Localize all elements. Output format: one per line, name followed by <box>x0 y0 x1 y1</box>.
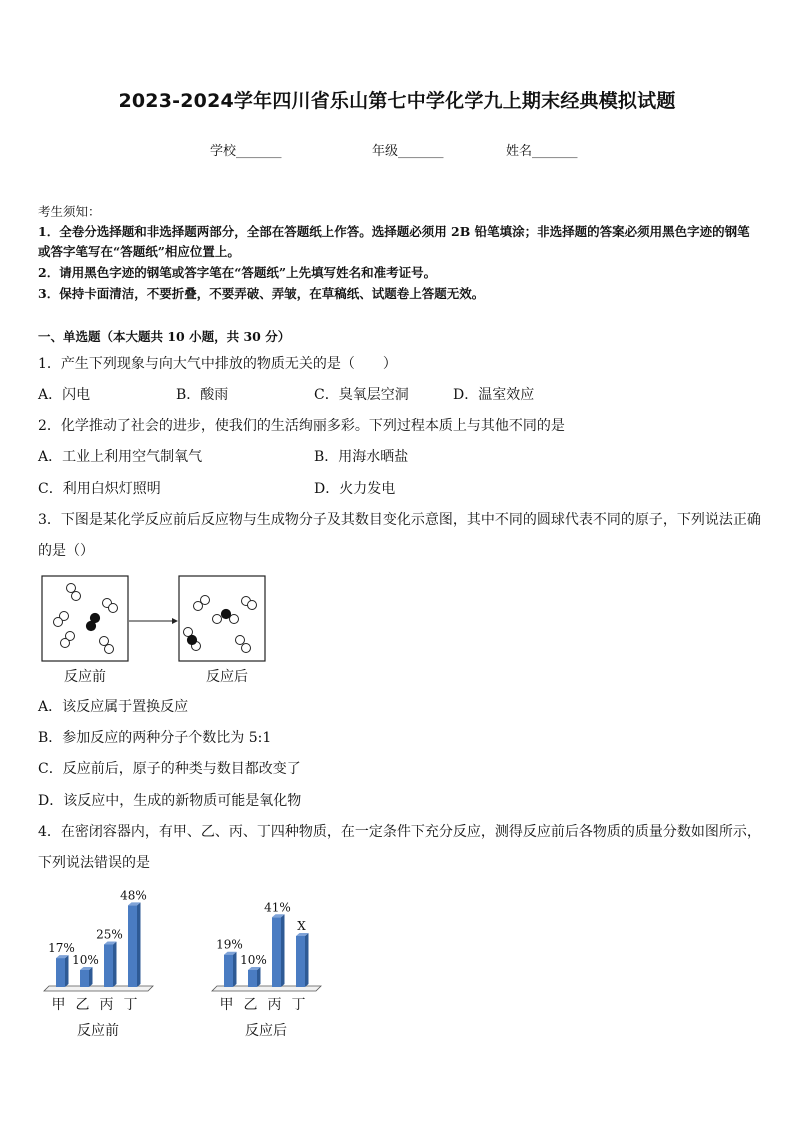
notice-heading: 考生须知： <box>38 204 101 219</box>
reaction-arrow <box>129 618 178 624</box>
bar <box>224 955 233 987</box>
category-label: 甲 <box>219 997 234 1013</box>
before-label: 反应前 <box>64 669 106 685</box>
category-label: 乙 <box>243 997 258 1013</box>
q1-option-b: B．酸雨 <box>176 387 229 403</box>
category-label: 丙 <box>267 997 282 1013</box>
bar <box>104 945 113 988</box>
mass-fraction-charts <box>36 876 336 1051</box>
q1-stem: 1．产生下列现象与向大气中排放的物质无关的是（ ） <box>38 356 397 372</box>
q4-stem-line2: 下列说法错误的是 <box>38 855 150 871</box>
category-label: 丁 <box>123 997 138 1013</box>
bar-side <box>233 952 237 987</box>
q2-option-c: C．利用白炽灯照明 <box>38 481 161 497</box>
bar <box>56 958 65 987</box>
notice-item-1: 1．全卷分选择题和非选择题两部分，全部在答题纸上作答。选择题必须用 2B 铅笔填涂；非选择题的答案必须用黑色字迹的钢笔或答字笔写在“答题纸”相应位置上。 <box>38 224 750 259</box>
school-field: 学校_______ <box>210 144 282 159</box>
bar <box>272 917 281 987</box>
bar-side <box>281 914 285 987</box>
q2-option-a: A．工业上利用空气制氧气 <box>38 449 203 465</box>
q1-option-d: D．温室效应 <box>453 387 535 403</box>
section-heading: 一、单选题（本大题共 10 小题，共 30 分） <box>38 329 291 344</box>
bar-side <box>137 902 141 987</box>
bar-value-label: 41% <box>264 900 291 915</box>
q3-stem-line2: 的是（） <box>38 543 94 559</box>
bar-side <box>257 967 261 987</box>
chart-title: 反应后 <box>245 1023 287 1039</box>
q3-option-b: B．参加反应的两种分子个数比为 5:1 <box>38 730 272 746</box>
q3-option-c: C．反应前后，原子的种类与数目都改变了 <box>38 761 301 777</box>
bar <box>128 905 137 987</box>
q1-option-a: A．闪电 <box>38 387 91 403</box>
bar <box>80 970 89 987</box>
q2-option-d: D．火力发电 <box>314 481 396 497</box>
molecule-diagram <box>40 574 272 666</box>
name-field: 姓名_______ <box>506 144 578 159</box>
page-title: 2023-2024学年四川省乐山第七中学化学九上期末经典模拟试题 <box>118 90 676 112</box>
bar-value-label: 10% <box>72 953 99 967</box>
bar-value-label: X <box>297 919 306 933</box>
bar-value-label: 25% <box>96 927 123 942</box>
bar-value-label: 10% <box>240 953 267 967</box>
notice-item-2: 2．请用黑色字迹的钢笔或答字笔在“答题纸”上先填写姓名和准考证号。 <box>38 265 437 280</box>
category-label: 甲 <box>51 997 66 1013</box>
category-label: 丁 <box>291 997 306 1013</box>
bar-value-label: 19% <box>216 937 243 952</box>
q3-stem-line1: 3．下图是某化学反应前后反应物与生成物分子及其数目变化示意图，其中不同的圆球代表不同的原子，下列说法正确 <box>38 512 761 528</box>
q3-option-d: D．该反应中，生成的新物质可能是氧化物 <box>38 793 302 809</box>
bar-side <box>113 942 117 988</box>
q2-option-b: B．用海水晒盐 <box>314 449 409 465</box>
bar-side <box>65 955 69 987</box>
after-box <box>179 576 265 661</box>
bar <box>296 936 305 987</box>
before-box <box>42 576 128 661</box>
bar-value-label: 48% <box>120 888 147 903</box>
q1-option-c: C．臭氧层空洞 <box>314 387 409 403</box>
notice-item-3: 3．保持卡面清洁，不要折叠，不要弄破、弄皱，在草稿纸、试题卷上答题无效。 <box>38 286 485 301</box>
q4-stem-line1: 4．在密闭容器内，有甲、乙、丙、丁四种物质，在一定条件下充分反应，测得反应前后各物质的质量分数如图所示， <box>38 824 761 840</box>
after-label: 反应后 <box>206 669 248 685</box>
grade-field: 年级_______ <box>372 144 444 159</box>
q3-option-a: A．该反应属于置换反应 <box>38 699 189 715</box>
q2-stem: 2．化学推动了社会的进步，使我们的生活绚丽多彩。下列过程本质上与其他不同的是 <box>38 418 565 434</box>
bar-side <box>305 933 309 987</box>
bar-value-label: 17% <box>48 941 75 956</box>
category-label: 乙 <box>75 997 90 1013</box>
bar-side <box>89 967 93 987</box>
bar <box>248 970 257 987</box>
category-label: 丙 <box>99 997 114 1013</box>
chart-after <box>212 900 321 1039</box>
chart-title: 反应前 <box>77 1023 119 1039</box>
chart-before <box>44 888 153 1039</box>
